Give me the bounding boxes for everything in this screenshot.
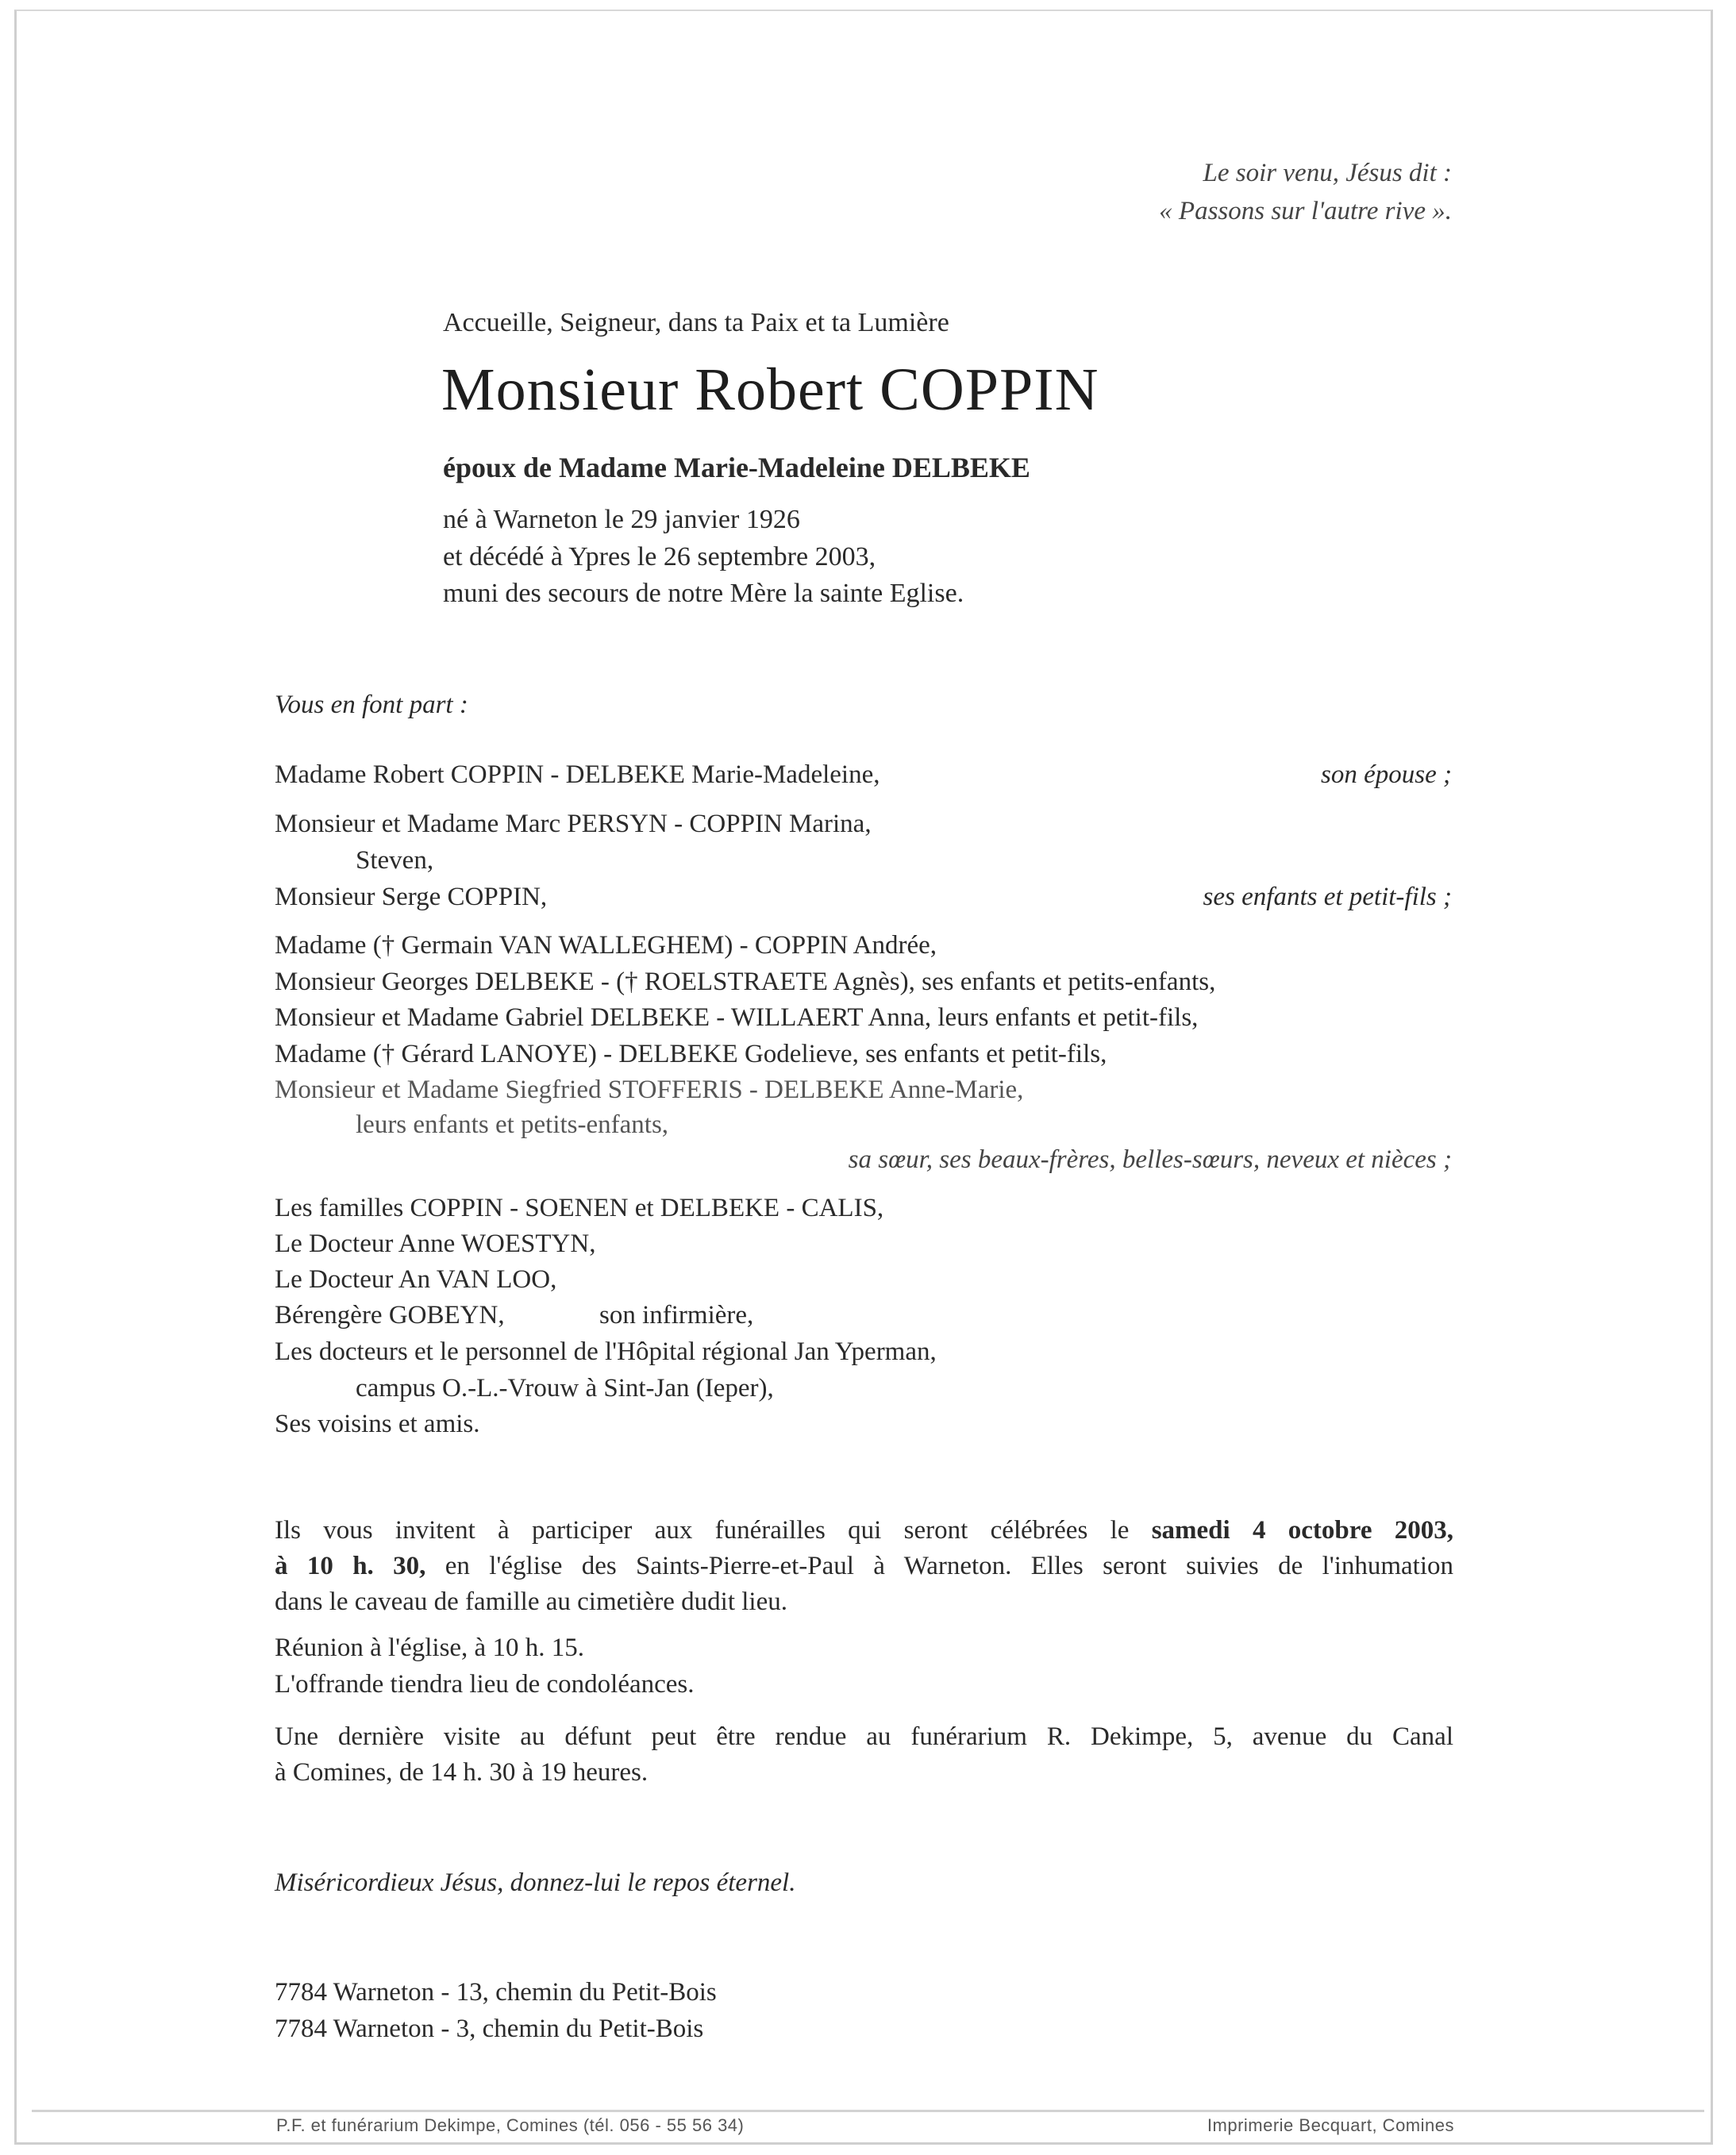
funeral-line-2	[275, 1549, 1453, 1584]
family-other-line: Ses voisins et amis.	[275, 1410, 480, 1438]
spouse-line: époux de Madame Marie-Madeleine DELBEKE	[443, 452, 1030, 483]
family-spouse-name: Madame Robert COPPIN - DELBEKE Marie-Madeleine,	[275, 760, 880, 789]
epigraph-line-1: Le soir venu, Jésus dit :	[1203, 159, 1452, 187]
family-sibling-line: leurs enfants et petits-enfants,	[356, 1110, 669, 1139]
funeral-text: en l'église des Saints-Pierre-et-Paul à Warneton. Elles seront suivies de l'inhumation	[445, 1552, 1454, 1580]
visit-paragraph	[275, 1719, 1453, 1791]
funeral-line-1	[275, 1513, 1453, 1549]
visit-line-1: Une dernière visite au défunt peut être rendue au funérarium R. Dekimpe, 5, avenue du Canal	[275, 1722, 1453, 1751]
meeting-line: Réunion à l'église, à 10 h. 15.	[275, 1634, 584, 1662]
family-child-line: Monsieur Serge COPPIN,	[275, 883, 548, 911]
intro-line: Accueille, Seigneur, dans ta Paix et ta Lumière	[443, 308, 949, 337]
funeral-date: samedi 4 octobre 2003,	[1151, 1516, 1454, 1545]
family-other-line: son infirmière,	[599, 1301, 754, 1330]
footer-printer: Imprimerie Becquart, Comines	[1207, 2115, 1454, 2135]
deceased-name: Monsieur Robert COPPIN	[441, 356, 1099, 423]
bio-sacraments: muni des secours de notre Mère la sainte Eglise.	[443, 579, 964, 608]
address-line: 7784 Warneton - 3, chemin du Petit-Bois	[275, 2015, 704, 2043]
family-sibling-line: Monsieur et Madame Siegfried STOFFERIS - DELBEKE Anne-Marie,	[275, 1076, 1024, 1104]
family-other-line: Les docteurs et le personnel de l'Hôpital régional Jan Yperman,	[275, 1337, 937, 1366]
family-children-role: ses enfants et petit-fils ;	[1203, 883, 1452, 911]
family-sibling-line: Madame († Gérard LANOYE) - DELBEKE Godelieve, ses enfants et petit-fils,	[275, 1040, 1107, 1068]
funeral-paragraph	[275, 1513, 1453, 1620]
family-child-line: Steven,	[356, 846, 434, 875]
family-siblings-role: sa sœur, ses beaux-frères, belles-sœurs, neveux et nièces ;	[848, 1145, 1452, 1174]
announce-line: Vous en font part :	[275, 691, 468, 719]
family-sibling-line: Monsieur et Madame Gabriel DELBEKE - WILLAERT Anna, leurs enfants et petit-fils,	[275, 1003, 1199, 1032]
offering-line: L'offrande tiendra lieu de condoléances.	[275, 1670, 695, 1699]
family-other-line: Le Docteur An VAN LOO,	[275, 1265, 557, 1294]
family-other-line: Le Docteur Anne WOESTYN,	[275, 1230, 596, 1258]
epigraph-line-2: « Passons sur l'autre rive ».	[1159, 197, 1452, 225]
family-child-line: Monsieur et Madame Marc PERSYN - COPPIN Marina,	[275, 810, 872, 838]
bio-birth: né à Warneton le 29 janvier 1926	[443, 505, 800, 534]
family-sibling-line: Monsieur Georges DELBEKE - († ROELSTRAETE Agnès), ses enfants et petits-enfants,	[275, 968, 1216, 996]
address-line: 7784 Warneton - 13, chemin du Petit-Bois	[275, 1978, 717, 2007]
visit-line-2: à Comines, de 14 h. 30 à 19 heures.	[275, 1758, 649, 1787]
family-spouse-role: son épouse ;	[1321, 760, 1452, 789]
funeral-time: à 10 h. 30,	[275, 1552, 426, 1580]
funeral-line-3: dans le caveau de famille au cimetière dudit lieu.	[275, 1587, 787, 1616]
family-sibling-line: Madame († Germain VAN WALLEGHEM) - COPPIN Andrée,	[275, 931, 937, 960]
footer-funeral-home: P.F. et funérarium Dekimpe, Comines (tél. 056 - 55 56 34)	[276, 2115, 745, 2135]
footer-rule	[32, 2110, 1704, 2112]
funeral-text: Ils vous invitent à participer aux funérailles qui seront célébrées le	[275, 1516, 1130, 1545]
bio-death: et décédé à Ypres le 26 septembre 2003,	[443, 542, 876, 571]
family-other-line: Bérengère GOBEYN,	[275, 1301, 505, 1330]
family-other-line: Les familles COPPIN - SOENEN et DELBEKE - CALIS,	[275, 1194, 884, 1222]
closing-prayer: Miséricordieux Jésus, donnez-lui le repos éternel.	[275, 1868, 796, 1897]
family-other-line: campus O.-L.-Vrouw à Sint-Jan (Ieper),	[356, 1374, 774, 1403]
